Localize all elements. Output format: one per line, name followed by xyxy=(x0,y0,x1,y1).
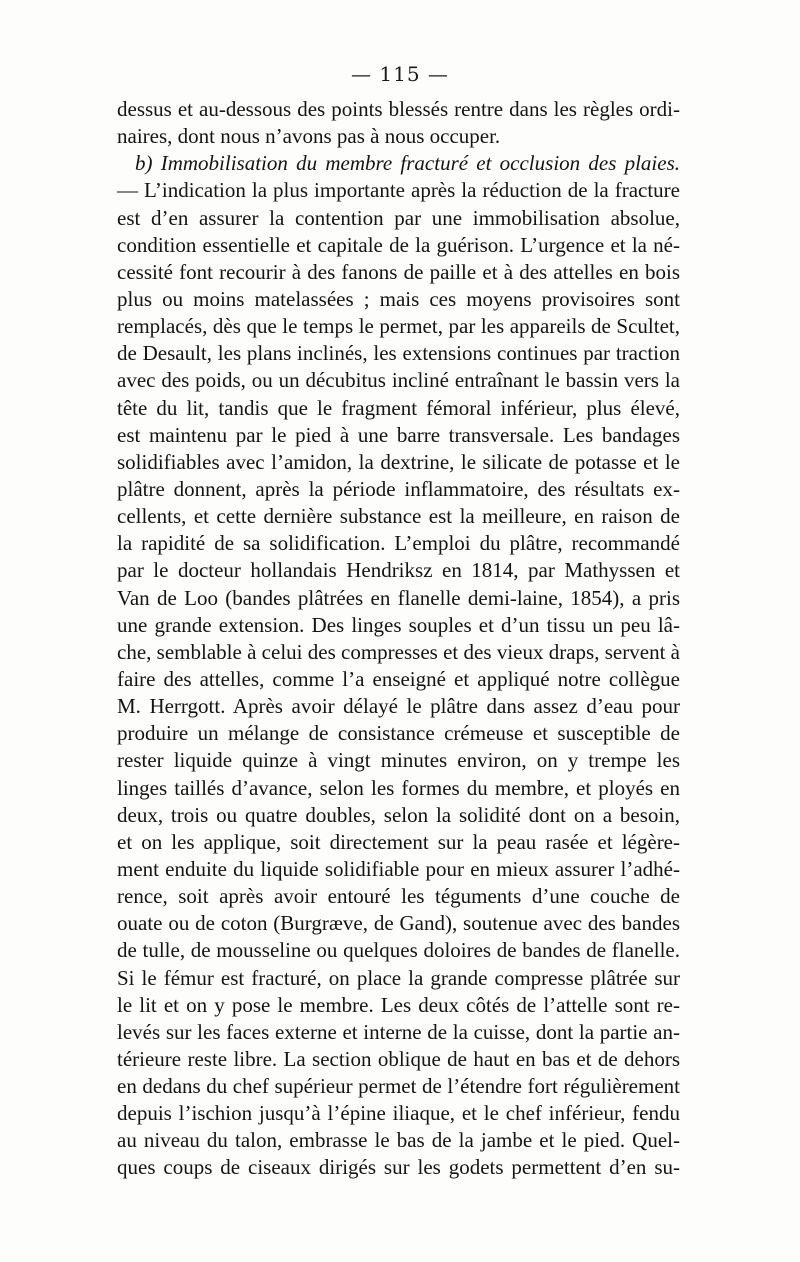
text-run: ques coups de ciseaux dirigés sur les godets permettent d’en su- xyxy=(117,1155,680,1180)
text-run: levés sur les faces externe et interne de la cuisse, dont la partie an- xyxy=(117,1019,680,1044)
text-line xyxy=(117,612,680,639)
text-line xyxy=(117,449,680,476)
text-line xyxy=(117,259,680,286)
text-line xyxy=(117,883,680,910)
page-number: — 115 — xyxy=(351,62,449,86)
text-line xyxy=(117,856,680,883)
text-line xyxy=(117,476,680,503)
text-run: térieure reste libre. La section oblique de haut en bas et de dehors xyxy=(117,1046,680,1071)
text-run: solidifiables avec l’amidon, la dextrine, le silicate de potasse et le xyxy=(117,449,680,474)
text-line xyxy=(117,693,680,720)
text-run: au niveau du talon, embrasse le bas de la jambe et le pied. Quel- xyxy=(117,1128,680,1153)
text-line xyxy=(117,96,680,123)
text-run: dessus et au-dessous des points blessés rentre dans les règles ordi- xyxy=(117,97,680,121)
text-run: naires, dont nous n’avons pas à nous occuper. xyxy=(117,124,501,149)
text-run: rence, soit après avoir entouré les téguments d’une couche de xyxy=(117,884,680,909)
text-run: produire un mélange de consistance crémeuse et susceptible de xyxy=(117,721,680,746)
text-line xyxy=(117,340,680,367)
text-line xyxy=(117,1100,680,1127)
text-line xyxy=(117,313,680,340)
text-line xyxy=(117,965,680,992)
text-line xyxy=(117,802,680,829)
text-line xyxy=(117,775,680,802)
text-run: remplacés, dès que le temps le permet, par les appareils de Scultet, xyxy=(117,314,680,339)
text-line xyxy=(117,557,680,584)
text-line xyxy=(117,937,680,964)
text-line xyxy=(117,177,680,204)
text-line xyxy=(117,829,680,856)
text-run: condition essentielle et capitale de la guérison. L’urgence et la né- xyxy=(117,232,680,257)
text-line xyxy=(117,992,680,1019)
text-line xyxy=(117,150,680,177)
text-run: est maintenu par le pied à une barre transversale. Les bandages xyxy=(117,422,680,447)
text-line xyxy=(117,720,680,747)
text-run: cellents, et cette dernière substance est la meilleure, en raison de xyxy=(117,504,680,529)
text-line xyxy=(117,232,680,259)
text-run: depuis l’ischion jusqu’à l’épine iliaque, et le chef inférieur, fendu xyxy=(117,1101,680,1126)
text-line xyxy=(117,123,680,150)
text-run: faire des attelles, comme l’a enseigné et appliqué notre collègue xyxy=(117,666,680,691)
text-line xyxy=(117,1154,680,1181)
text-line xyxy=(117,367,680,394)
text-run: che, semblable à celui des compresses et des vieux draps, servent à xyxy=(117,639,680,664)
text-line xyxy=(117,1127,680,1154)
text-run: de tulle, de mousseline ou quelques doloires de bandes de flanelle. xyxy=(117,938,680,963)
text-line xyxy=(117,1046,680,1073)
text-run: M. Herrgott. Après avoir délayé le plâtre dans assez d’eau pour xyxy=(117,694,680,719)
text-line xyxy=(117,639,680,666)
text-line xyxy=(117,503,680,530)
text-line xyxy=(117,1073,680,1100)
text-run: Van de Loo (bandes plâtrées en flanelle demi-laine, 1854), a pris xyxy=(117,585,680,610)
text-line xyxy=(117,205,680,232)
text-line xyxy=(117,530,680,557)
text-line xyxy=(117,910,680,937)
italic-text: b) xyxy=(135,151,161,176)
text-line xyxy=(117,747,680,774)
text-run: cessité font recourir à des fanons de paille et à des attelles en bois xyxy=(117,259,680,284)
text-run: plus ou moins matelassées ; mais ces moyens provisoires sont xyxy=(117,286,680,311)
body-text xyxy=(117,96,680,1182)
text-line xyxy=(117,585,680,612)
text-run: Si le fémur est fracturé, on place la grande compresse plâtrée sur xyxy=(117,965,680,990)
text-run: de Desault, les plans inclinés, les extensions continues par traction xyxy=(117,341,680,366)
text-run: ouate ou de coton (Burgræve, de Gand), soutenue avec des bandes xyxy=(117,911,680,936)
text-line xyxy=(117,1019,680,1046)
text-run: est d’en assurer la contention par une immobilisation absolue, xyxy=(117,205,680,230)
text-line xyxy=(117,395,680,422)
text-run: plâtre donnent, après la période inflammatoire, des résultats ex- xyxy=(117,476,680,501)
text-run: en dedans du chef supérieur permet de l’étendre fort régulièrement xyxy=(117,1074,680,1099)
text-line xyxy=(117,666,680,693)
text-run: linges taillés d’avance, selon les formes du membre, et ployés en xyxy=(117,775,680,800)
text-run: ment enduite du liquide solidifiable pour en mieux assurer l’adhé- xyxy=(117,856,680,881)
text-run: rester liquide quinze à vingt minutes environ, on y trempe les xyxy=(117,748,680,773)
italic-text: Immobilisation du membre fracturé et occlusion des plaies. xyxy=(160,151,680,176)
text-run: et on les applique, soit directement sur la peau rasée et légère- xyxy=(117,829,680,854)
text-run: par le docteur hollandais Hendriksz en 1814, par Mathyssen et xyxy=(117,558,680,583)
text-run: le lit et on y pose le membre. Les deux côtés de l’attelle sont re- xyxy=(117,992,680,1017)
text-run: — L’indication la plus importante après la réduction de la fracture xyxy=(117,178,680,203)
text-line xyxy=(117,422,680,449)
text-run: avec des poids, ou un décubitus incliné entraînant le bassin vers la xyxy=(117,368,680,393)
text-run: la rapidité de sa solidification. L’emploi du plâtre, recommandé xyxy=(117,531,680,556)
text-line xyxy=(117,286,680,313)
text-run: tête du lit, tandis que le fragment fémoral inférieur, plus élevé, xyxy=(117,395,680,420)
text-run: une grande extension. Des linges souples et d’un tissu un peu lâ- xyxy=(117,612,680,637)
text-run: deux, trois ou quatre doubles, selon la solidité dont on a besoin, xyxy=(117,802,680,827)
